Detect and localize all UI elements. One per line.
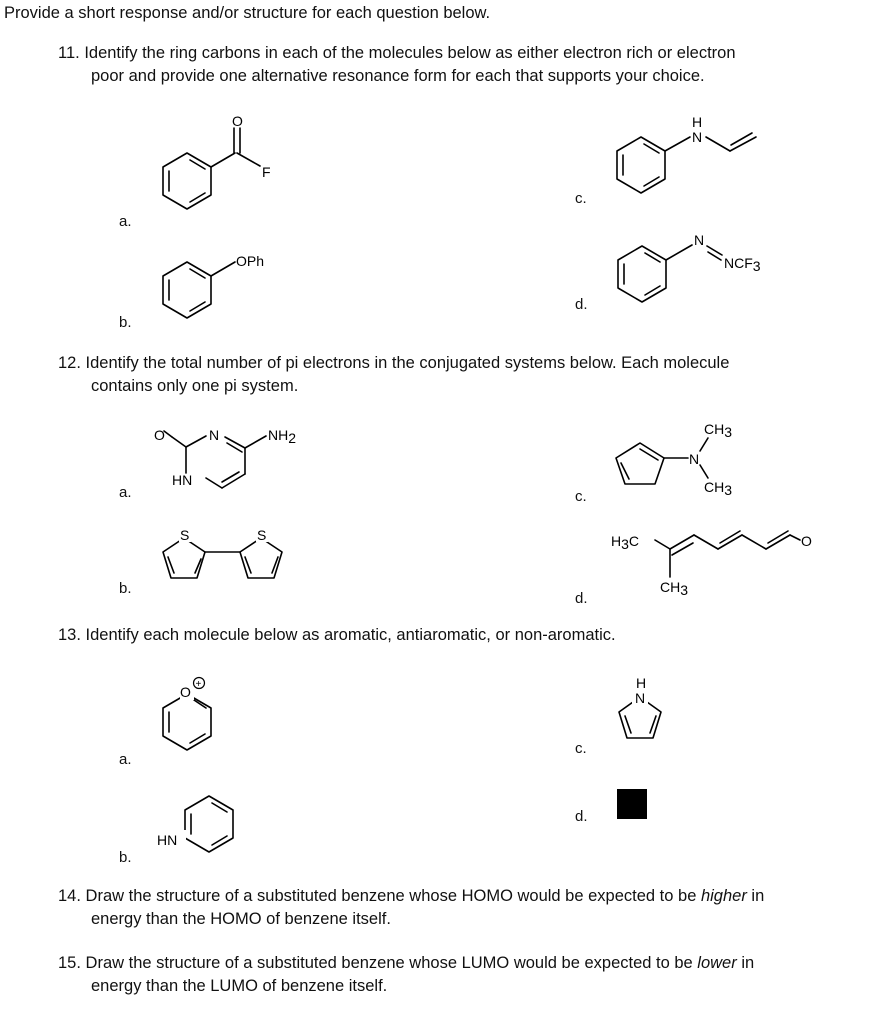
q12c-ch3-bottom-subscript: 3 [724,482,733,498]
q13c-nitrogen: N [635,690,646,706]
q11-label-b: b. [119,314,132,331]
q11d-ncf3-subscript: 3 [752,258,761,274]
q11a-benzoyl-fluoride [163,113,271,209]
q11c-hydrogen: H [692,114,703,130]
q13a-pyrylium [163,678,211,751]
q12-label-d: d. [575,590,588,607]
question-11-number: 11. [58,44,80,62]
q12-label-c: c. [575,488,587,505]
q12c-ch3-top [704,421,732,440]
q12d-oxygen: O [801,533,812,549]
q11-label-d: d. [575,296,588,313]
q12d-h3c [611,533,639,552]
q13a-oxygen: O [180,684,191,700]
question-15-emphasis: lower [697,954,737,972]
q11b-oph: OPh [236,253,265,269]
q13c-pyrrole [619,675,661,738]
q12b-bithiophene [163,527,282,578]
question-13-line-1: Identify each molecule below as aromatic, antiaromatic, or non-aromatic. [85,626,616,644]
q11a-oxygen: O [232,113,243,129]
question-13-number: 13. [58,626,81,644]
q12c-dimethylaminocyclopentadiene [616,421,732,498]
question-12-number: 12. [58,354,81,372]
q12c-nitrogen: N [689,451,700,467]
q11b-benzyl-ether [163,253,264,318]
q12-label-a: a. [119,484,132,501]
question-11-line-1: Identify the ring carbons in each of the molecules below as either electron rich or electron [84,44,736,62]
question-14-emphasis: higher [700,887,747,905]
q12a-hn: HN [172,472,193,488]
q11c-nitrogen: N [692,129,703,145]
q13-label-c: c. [575,740,587,757]
q12d-h3c-c: C [628,533,640,549]
q13a-plus: + [195,679,202,690]
q12c-ch3-bottom-main: CH [704,479,725,495]
q12c-ch3-bottom [704,479,732,498]
q12d-ch3-subscript: 3 [680,582,689,598]
q11d-azo-compound [618,232,761,302]
q12a-oxygen: O [154,427,165,443]
question-12-line-1: Identify the total number of pi electrons in the conjugated systems below. Each molecule [85,354,730,372]
question-14-part-2: in [746,887,765,905]
q12a-cytosine [154,427,296,488]
q12d-ch3-main: CH [660,579,681,595]
q12d-h3c-h: H [611,533,622,549]
q13b-hn: HN [157,832,178,848]
q13d-cyclobutadiene [617,789,647,819]
q12a-nh2 [268,427,296,446]
q12a-nitrogen: N [209,427,220,443]
q12b-sulfur-2: S [257,527,267,543]
q13-label-b: b. [119,849,132,866]
q13c-hydrogen: H [636,675,647,691]
q12c-ch3-top-subscript: 3 [724,424,733,440]
question-12-line-2: contains only one pi system. [91,377,299,395]
question-14-line-2: energy than the HOMO of benzene itself. [91,910,391,928]
question-15-line-2: energy than the LUMO of benzene itself. [91,977,388,995]
q12a-nh2-subscript: 2 [288,430,297,446]
q13-label-a: a. [119,751,132,768]
q11-label-a: a. [119,213,132,230]
q12a-nh2-main: NH [268,427,289,443]
question-15-part-2: in [736,954,755,972]
q12-label-b: b. [119,580,132,597]
q11-label-c: c. [575,190,587,207]
question-15-part-1: Draw the structure of a substituted benzene whose LUMO would be expected to be [85,954,698,972]
q13b-dihydropyridine [157,796,233,852]
q12d-ch3 [660,579,688,598]
q11d-ncf3-main: NCF [724,255,753,271]
question-14-part-1: Draw the structure of a substituted benzene whose HOMO would be expected to be [85,887,701,905]
q11d-nitrogen: N [694,232,705,248]
question-15-number: 15. [58,954,81,972]
q12d-polyenal [611,531,812,598]
q11a-fluorine: F [262,164,271,180]
page-header: Provide a short response and/or structure for each question below. [4,4,491,22]
question-14-number: 14. [58,887,81,905]
question-11-line-2: poor and provide one alternative resonance form for each that supports your choice. [91,67,705,85]
q13-label-d: d. [575,808,588,825]
q11d-ncf3 [724,255,761,274]
q12c-ch3-top-main: CH [704,421,725,437]
q12d-h3c-subscript: 3 [621,536,629,552]
q11c-vinyl-aniline [617,114,756,193]
q12b-sulfur-1: S [180,527,190,543]
